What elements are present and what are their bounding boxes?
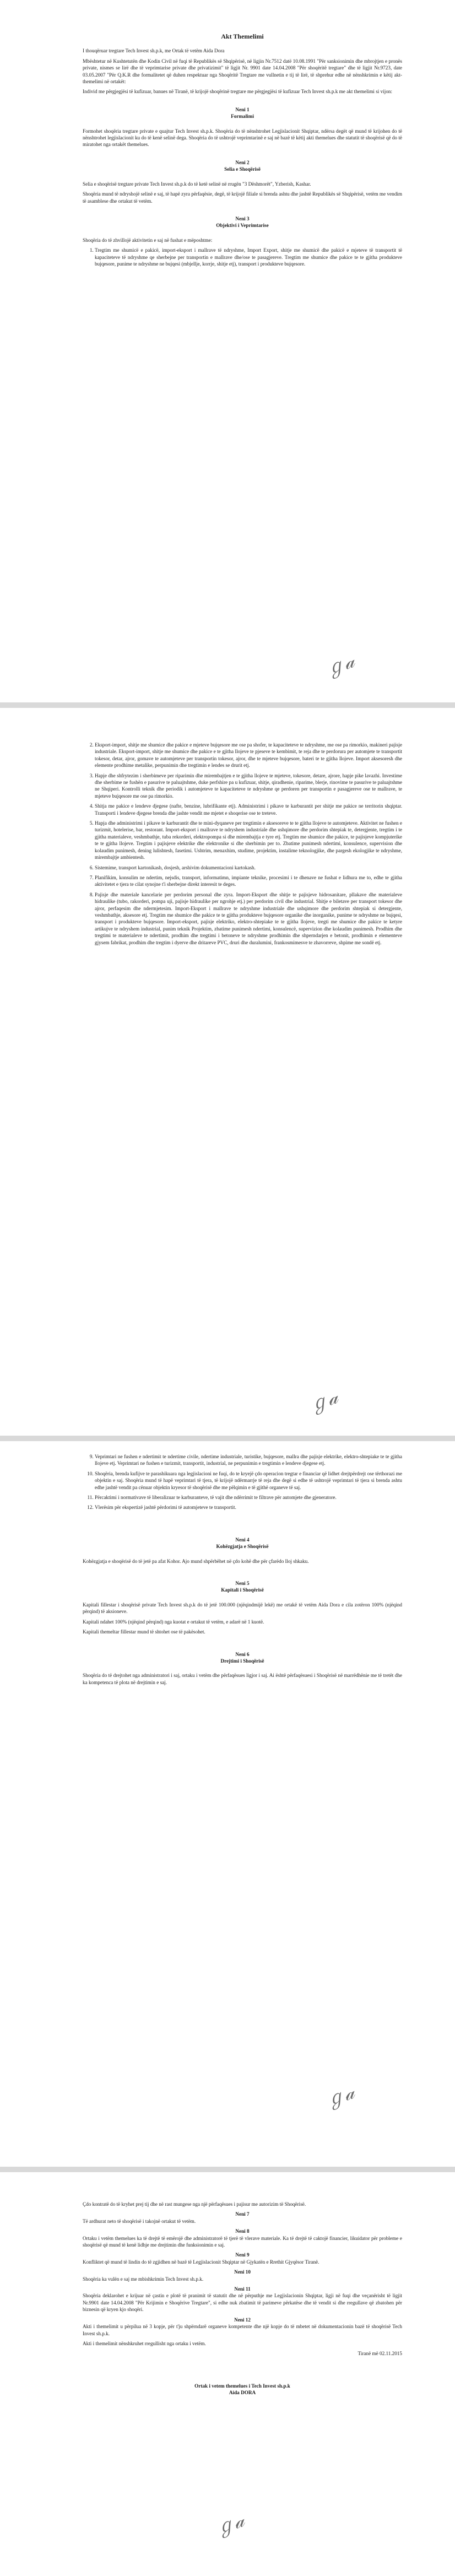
activity-item: 7. Planifikim, konsulim ne ndertim, nejsdis, transport, informatimn, impiante teknike, procesimi i te dhenave ne fushat e lidhura me to, edhe te gjitha aktivitetet e tjera te cilat synojne t'i sherbejne direkt interesit te deges. (95, 874, 402, 888)
activity-item: 6. Sistemime, transport kartonikash, dosjesh, arshivim dokumentacioni kartokash. (95, 864, 402, 871)
page-1 (0, 0, 455, 702)
signatory-title: Ortak i vetem themelues i Tech Invest sh.p.k (194, 2383, 290, 2389)
page-3 (0, 1442, 455, 2167)
page-4 (0, 2173, 455, 2576)
article-3-title: Objektivi i Veprimtarise (216, 223, 269, 229)
article-9-number: Neni 9 (235, 2252, 250, 2258)
activity-item: 5. Hapja dhe administrimi i pikave te karburantit dhe te mini-dyqaneve per tregtimin e aksesoreve te te gjitha llojeve te automjeteve. Aktivitet ne fushen e turizmit, hotelerise, bar, restorant. Import-eksport i mallrave te ndryshem industriale dhe ushqimore dhe perdorim shtepiak te, detergjente, tregtim i te gjitha materialeve, veshmbathje, tuba rekorderi, elektropompa si dhe mirembajtja e tyre etj. Tregtim me shumice dhe pakice, te pajisjeve kompjuterike te te gjitha llojeve. Tregtim i pajisjeve elektrike dhe elektronike si dhe sherbimin per to. Zbatime punimesh ndertimi, konsulence, supervision dhe kolaudim punimesh, dening lulishtesh, fasetimi. Ushtrim, menaxhim, studime, projektim, instalime teknologjike, dhe pargesh ekologjike te ndryshme, mirembajtje ambientesh. (95, 820, 402, 861)
closing-text: Akti i themelimit nënshkruhet rregullisht nga ortaku i vetëm. (83, 2340, 206, 2346)
article-4-title: Kohëzgjatja e Shoqërisë (216, 1544, 269, 1550)
signatory-name: Aida DORA (229, 2390, 256, 2396)
article-9-body: Konfliktet që mund të lindin do të zgjidhen në bazë të Legjislacionit Shqiptar në Gjykatën e Rrethit Gjyqësor Tiranë. (83, 2259, 319, 2265)
page-separator (0, 1436, 455, 1441)
article-5-body-3: Kapitali themeltar fillestar mund të shtohet ose të pakësohet. (83, 1629, 205, 1635)
document-title: Akt Themelimi (221, 33, 264, 40)
signature-mark: ℊ𝒶 (306, 1386, 342, 1417)
page-1-content (83, 33, 402, 270)
article-6-title: Drejtimi i Shoqërisë (220, 1658, 264, 1664)
page-4-content (83, 2201, 402, 2396)
page-separator (0, 2167, 455, 2172)
article-1-number: Neni 1 (235, 106, 250, 112)
article-12-body: Akti i themelimit u përpilua në 3 kopje, për t'ju shpërndarë organeve kompetente dhe një kopje do të mbetet në dokumentacionin bazë të shoqërisë Tech Invest sh.p.k. (83, 2324, 402, 2336)
activity-item: 1. Tregtim me shumicë e pakicë, import-eksport i mallrave të ndryshme, Import Export, shitje me shumicë dhe pakicë e mjeteve të transportit të kapaciteteve të ndryshme qe sherbejne per transportin e mallrave dhe/ose te pasagjereve. Tregtim me shumice dhe pakice te te gjitha produkteve bujqesore, punime te ndryshme ne bujqesi (mbjellje, korrje, shitje etj), transport i produkteve bujqesore. (95, 247, 402, 267)
page-separator (0, 702, 455, 708)
article-2-title: Selia e Shoqërisë (224, 166, 261, 172)
article-5-body-1: Kapitali fillestar i shoqërisë private Tech Invest sh.p.k do të jetë 100.000 (njëqindmijë lekë) me ortakë të vetëm Aida Dora e cila zotëron 100% (njëqind përqind) të aksioneve. (83, 1601, 402, 1615)
activity-item: 2. Eksport-import, shitje me shumice dhe pakice e mjeteve bujqesore me ose pa shofer, te kapaciteteve te ndryshme, me ose pa rimorkio, makineri pajisje industriale. Eksport-import, shitje me shumice dhe pakice e te gjitha llojeve te pjeseve te kembimit, te reja dhe te perdorura per automjete te transportit tokesor, detar, ajror, gomave te automjeteve per transportin tokesor, ajror, dhe te mjeteve bujqesore, bateri te te gjitha llojeve. Import aksesoresh dhe elemente prodhime metalike, perpunimin dhe tregtimin e lendes se drurit etj. (95, 742, 402, 769)
activity-item: 12. Vlerësim për ekspertizë jashtë përdorimi të automjeteve te transportit. (95, 1504, 402, 1511)
article-7-body: Të ardhurat neto të shoqërisë i takojnë ortakut të vetëm. (83, 2218, 196, 2224)
activity-item: 8. Pajisje dhe materiale kancelarie per perdorim personal dhe zyra. Import-Eksport dhe shitje te pajisjeve hidrosanitare, pllakave dhe materialeve hidraulike (tubo, rakorderi, pompa uji, pajisje hidraulike per ngrohje etj.) per perdorim civil dhe industrial. Shitje e biletave per transport tokesor dhe ajror, perfaqesim dhe ndermjetesim. Import-Eksport i mallrave te ndryshme industriale dhe ushqimore dhe perdorim shtepiak si detergjente, veshmbathje, aksesore etj. Tregtim me shumice dhe pakice te te gjitha produkteve bujqesore organike dhe inorganike, punime te ndryshme ne bujqesi, transport i produkteve bujqesore. Import-eksport, pajisje elektriko, elektro-shtepiake te te gjitha llojeve, tregti me shumice dhe pakice te ketyre artikujve te ndryshem industrial, punim teknik Projektim, zbatime punimesh ndertimi, konsulencë, supervizion dhe kolaudim punimesh. Prodhim dhe tregtimi te materialeve te ndertimit, prodhim dhe tregtimi i betoneve te ndryshme prodhimin dhe shperndarjen e betonit, prodhimin e elementeve gjysem fabrikat, prodhim dhe tregtim i dyerve dhe dritareve PVC, druri dhe duralumini, frankosmimesve te zhavorreve, shpime me sondë etj. (95, 891, 402, 946)
article-3-number: Neni 3 (235, 215, 250, 221)
article-2-body-2: Shoqëria mund të ndryshojë selinë e saj, të hapë zyra përfaqësie, degë, të krijojë filiale si brenda ashtu dhe jashtë Republikës së Shqipërisë, vetëm me vendim të asamblese dhe ortakut të vetëm. (83, 191, 402, 204)
page-3-content (83, 1453, 402, 1689)
activity-list (83, 1453, 402, 1511)
article-1-title: Formalimi (231, 113, 254, 120)
article-6-continuation: Çdo kontratë do të kryhet prej tij dhe në rast mungese nga një përfaqësues i pajisur me autorizim të Shoqërisë. (83, 2201, 306, 2207)
intro-text: I thouqëruar tregtare Tech Invest sh.p.k, me Ortak të vetëm Aida Dora (83, 48, 225, 54)
article-8-number: Neni 8 (235, 2228, 250, 2234)
article-3-intro: Shoqëria do të zhvillojë aktivitetin e saj në fushat e mëposhtme: (83, 237, 213, 243)
signature-mark: ℊ𝒶 (322, 650, 358, 681)
article-5-title: Kapitali i Shoqërisë (221, 1587, 264, 1593)
article-4-number: Neni 4 (235, 1536, 250, 1543)
signature-mark: ℊ𝒶 (212, 2509, 248, 2540)
article-5-number: Neni 5 (235, 1581, 250, 1587)
founder-text: Individ me përgjegjësi të kufizuar, banues në Tiranë, të krijojë shoqërinë tregtare me përgjegjësi të kufizuar Tech Invest sh.p.k me akt themelimi si vijon: (83, 89, 393, 95)
activity-item: 3. Hapje dhe shfrytezim i sherbimeve per riparimin dhe mirembajtjen e te gjitha llojeve te mjeteve, tokesore, detare, ajrore, hapje pike lavazhi. Investime dhe sherbime ne fushën e pasurive te paluajtshme, duke perfshire pa u kufizuar, shitje, qiradhenie, riparime, blerje, rinovime te pasurive te paluajtshme ne Shqiperi. Kontrolli teknik dhe periodik i automjeteve te kapaciteteve te ndryshme qe perdoren per transportin e pasagjereve ose te mallrave, te mjeteve bujqesore me ose pa rimorkio. (95, 772, 402, 800)
article-7-number: Neni 7 (235, 2211, 250, 2217)
activity-item: 10. Shoqëria, brenda kufijve te parashikuara nga legjislacioni ne fuqi, do te kryejë çdo operacion tregtar e financiar që lidhet drejtpërdrejt ose tërthorazi me objektin e saj. Shoqëria mund të hapë veprimtari të tjera, të krijojë ndërmarrje të reja dhe degë si edhe të ushtrojë veprimtari të tjera si brenda ashtu edhe jashtë vendit pa cënuar objektin kryesor të shoqërisë dhe me pëlqimin e të gjithë organeve të saj. (95, 1470, 402, 1491)
activity-list (83, 247, 402, 267)
article-1-body: Formohet shoqëria tregtare private e quajtur Tech Invest sh.p.k. Shoqëria do të nënshtrohet Legjislacionit Shqiptar, ndërsa degët që mund të krijohen do të nënshtrohet legjislacionit ku do të kenë selinë dega. Shoqëria do të ushtrojë veprimtarinë e saj në bazë të këtij akti themelues dhe statutit të shoqërisë që do të miratohet nga ortakët themelues. (83, 128, 402, 148)
activity-list (83, 742, 402, 946)
article-6-body: Shoqëria do të drejtohet nga administratori i saj, ortaku i vetëm dhe përfaqësues ligjor i saj. Ai është përfaqësuesi i Shoqërisë në marrëdhënie me të tretët dhe ka kompetenca të plota në drejtimin e saj. (83, 1673, 402, 1685)
page-2 (0, 708, 455, 1436)
signature-mark: ℊ𝒶 (322, 2081, 358, 2112)
activity-item: 11. Përcaktimi i normativave të liberalizuar te karburanteve, të vajit dhe ndërrimit te filtrave për automjete dhe gjeneratore. (95, 1494, 402, 1501)
article-10-body: Shoqëria ka vulën e saj me mbishkrimin Tech Invest sh.p.k. (83, 2276, 204, 2282)
preamble-text: Mbështetur në Kushtetutën dhe Kodin Civil në fuqi të Republikës së Shqipërisë, në ligjin Nr.7512 datë 10.08.1991 "Për sanksionimin dhe mbrojtjen e pronës private, nismes se lirë dhe të veprimtarise private dhe privatizimit" të ligjit Nr. 9901 date 14.04.2008 "Për shoqëritë tregtare" dhe të ligjit Nr.9723, date 03.05.2007 "Për Q.K.R dhe formalitetet që duhen respektuar nga Shoqëritë Tregtare me vullnetin e tij të lirë, të shprehur edhe në nënshkrimin e këtij akt-themelimi në ortakët: (83, 58, 402, 85)
article-12-number: Neni 12 (234, 2317, 251, 2323)
article-11-number: Neni 11 (234, 2286, 251, 2292)
article-2-number: Neni 2 (235, 159, 250, 165)
place-date: Tiranë më 02.11.2015 (358, 2351, 402, 2357)
article-5-body-2: Kapitali ndahet 100% (njëqind përqind) nga kuotat e ortakut të vetëm, e adarë në 1 kuotë. (83, 1619, 264, 1625)
activity-item: 4. Shitja me pakice e lendeve djegese (nafte, benzine, lubrifikante etj). Administrimi i pikave te karburantit per shitje me pakice ne territorin shqiptar. Transporti i lendeve djegese brenda dhe jashte vendit me mjetet e shoqerise ose te treteve. (95, 803, 402, 816)
article-6-number: Neni 6 (235, 1651, 250, 1657)
page-2-content (83, 742, 402, 949)
activity-item: 9. Veprimtari ne fushen e ndertimit te ndertime civile, ndertime industriale, turistike, bujqesore, mallra dhe pajisje elektrike, elektro-shtepiake te te gjitha llojeve etj. Veprimtari ne fushen e turizmit, transportit, industrial, ne perpunimin e tregtimin e lendeve djegese etj. (95, 1453, 402, 1467)
article-10-number: Neni 10 (234, 2269, 251, 2275)
article-2-body-1: Selia e shoqërisë tregtare private Tech Invest sh.p.k do të ketë selinë në rrugën "3 Dëshmorët", Yzberish, Kashar. (83, 181, 311, 187)
article-8-body: Ortaku i vetëm themelues ka të drejtë të emërojë dhe administratorë të tjerë të vlerave materiale. Ka të drejtë të caktojë financier, likuidator për probleme e shoqërisë që mund të kenë lidhje me drejtimin dhe funksionimin e saj. (83, 2235, 402, 2248)
article-4-body: Kohëzgjatja e shoqërisë do të jetë pa afat Kohor. Ajo mund shpërbëhet në çdo kohë dhe për çfarëdo lloj shkaku. (83, 1558, 309, 1564)
article-11-body: Shoqëria deklarohet e krijuar në çastin e plotë të pranimit të statutit dhe në përputhje me Legjislacionin Shqiptar, ligji në fuqi dhe veçanërisht të ligjit Nr.9901 date 14.04.2008 "Për Krijimin e Shoqërive Tregtare", si edhe nuk zbatimit të parimeve përkatëse dhe të vendit si dhe rregullave që zbatohen për biznesin që kryen kjo shoqëri. (83, 2293, 402, 2313)
